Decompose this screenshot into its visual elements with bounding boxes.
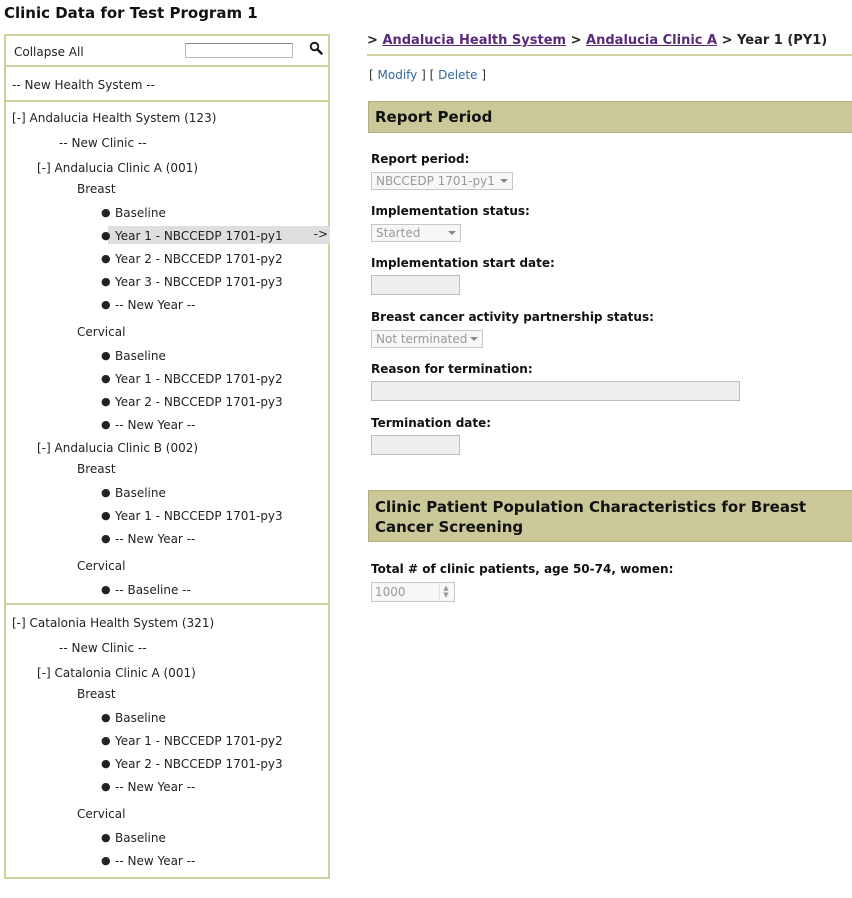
tree-year-item[interactable]: ● Year 2 - NBCCEDP 1701-py3 [101,757,283,771]
tree-system-andalucia[interactable]: [-] Andalucia Health System (123) [12,111,217,125]
implementation-start-date-label: Implementation start date: [371,256,555,270]
total-patients-stepper[interactable]: 1000 ▲ ▼ [371,582,455,602]
chevron-down-icon [448,231,456,235]
implementation-status-select[interactable]: Started [371,224,461,242]
tree-group-cervical: Cervical [77,559,126,573]
termination-reason-label: Reason for termination: [371,362,533,376]
population-header: Clinic Patient Population Characteristics for Breast Cancer Screening [368,490,852,542]
new-health-system-link[interactable]: -- New Health System -- [12,78,155,92]
breadcrumb-separator: > [570,33,582,48]
tree-new-year-link[interactable]: ● -- New Year -- [101,780,196,794]
tree-group-breast: Breast [77,182,116,196]
modify-link[interactable]: Modify [377,68,418,82]
termination-date-label: Termination date: [371,416,492,430]
tree-year-item[interactable]: ● Baseline [101,711,166,725]
partnership-status-label: Breast cancer activity partnership status: [371,310,654,324]
tree-system-catalonia[interactable]: [-] Catalonia Health System (321) [12,616,215,630]
page-title: Clinic Data for Test Program 1 [4,4,258,22]
total-patients-label: Total # of clinic patients, age 50-74, women: [371,562,674,576]
clinic-tree-panel [4,34,330,879]
tree-group-breast: Breast [77,687,116,701]
report-period-select[interactable]: NBCCEDP 1701-py1 [371,172,513,190]
tree-year-item[interactable]: ● Baseline [101,206,166,220]
stepper-arrows-icon[interactable]: ▲ ▼ [439,585,452,599]
new-clinic-link[interactable]: -- New Clinic -- [59,136,147,150]
tree-clinic-andalucia-a[interactable]: [-] Andalucia Clinic A (001) [37,161,199,175]
implementation-status-label: Implementation status: [371,204,530,218]
report-period-label: Report period: [371,152,470,166]
health-system-block-andalucia [6,102,328,605]
tree-year-item[interactable]: ● Year 1 - NBCCEDP 1701-py3 [101,509,283,523]
termination-reason-field[interactable] [371,381,740,401]
tree-new-year-link[interactable]: ● -- New Year -- [101,532,196,546]
tree-year-item[interactable]: ● Baseline [101,486,166,500]
new-clinic-link[interactable]: -- New Clinic -- [59,641,147,655]
tree-year-item-selected[interactable]: ● Year 1 - NBCCEDP 1701-py1 [101,229,283,243]
implementation-start-date-field[interactable] [371,275,460,295]
breadcrumb-separator: > [721,33,733,48]
tree-new-year-link[interactable]: ● -- New Year -- [101,418,196,432]
tree-search-input[interactable] [185,43,293,58]
report-period-header: Report Period [368,101,852,133]
delete-link[interactable]: Delete [438,68,478,82]
breadcrumb-current: Year 1 (PY1) [737,33,828,48]
tree-new-year-link[interactable]: ● -- New Year -- [101,854,196,868]
breadcrumb-clinic-link[interactable]: Andalucia Clinic A [586,33,718,48]
tree-toolbar [6,36,328,67]
tree-group-cervical: Cervical [77,807,126,821]
tree-year-item[interactable]: ● Year 3 - NBCCEDP 1701-py3 [101,275,283,289]
tree-year-item[interactable]: ● Baseline [101,831,166,845]
tree-group-breast: Breast [77,462,116,476]
tree-clinic-catalonia-a[interactable]: [-] Catalonia Clinic A (001) [37,666,196,680]
new-health-system-row [6,67,328,102]
chevron-down-icon [500,179,508,183]
tree-year-item[interactable]: ● Year 1 - NBCCEDP 1701-py2 [101,734,283,748]
partnership-status-select[interactable]: Not terminated [371,330,483,348]
termination-date-field[interactable] [371,435,460,455]
breadcrumb [367,33,827,48]
breadcrumb-separator: > [367,33,378,48]
tree-clinic-andalucia-b[interactable]: [-] Andalucia Clinic B (002) [37,441,199,455]
breadcrumb-divider [367,54,852,56]
tree-new-baseline-link[interactable]: ● -- Baseline -- [101,583,191,597]
chevron-down-icon [470,337,478,341]
record-actions: [ Modify ] [ Delete ] [369,68,487,82]
breadcrumb-health-system-link[interactable]: Andalucia Health System [382,33,567,48]
collapse-all-button[interactable]: Collapse All [14,45,84,59]
tree-group-cervical: Cervical [77,325,126,339]
health-system-block-catalonia [6,605,328,875]
tree-year-item[interactable]: ● Baseline [101,349,166,363]
tree-new-year-link[interactable]: ● -- New Year -- [101,298,196,312]
tree-year-item[interactable]: ● Year 2 - NBCCEDP 1701-py2 [101,252,283,266]
tree-year-item[interactable]: ● Year 2 - NBCCEDP 1701-py3 [101,395,283,409]
tree-year-item[interactable]: ● Year 1 - NBCCEDP 1701-py2 [101,372,283,386]
selected-arrow: -> [313,227,328,241]
search-icon[interactable] [309,41,323,55]
